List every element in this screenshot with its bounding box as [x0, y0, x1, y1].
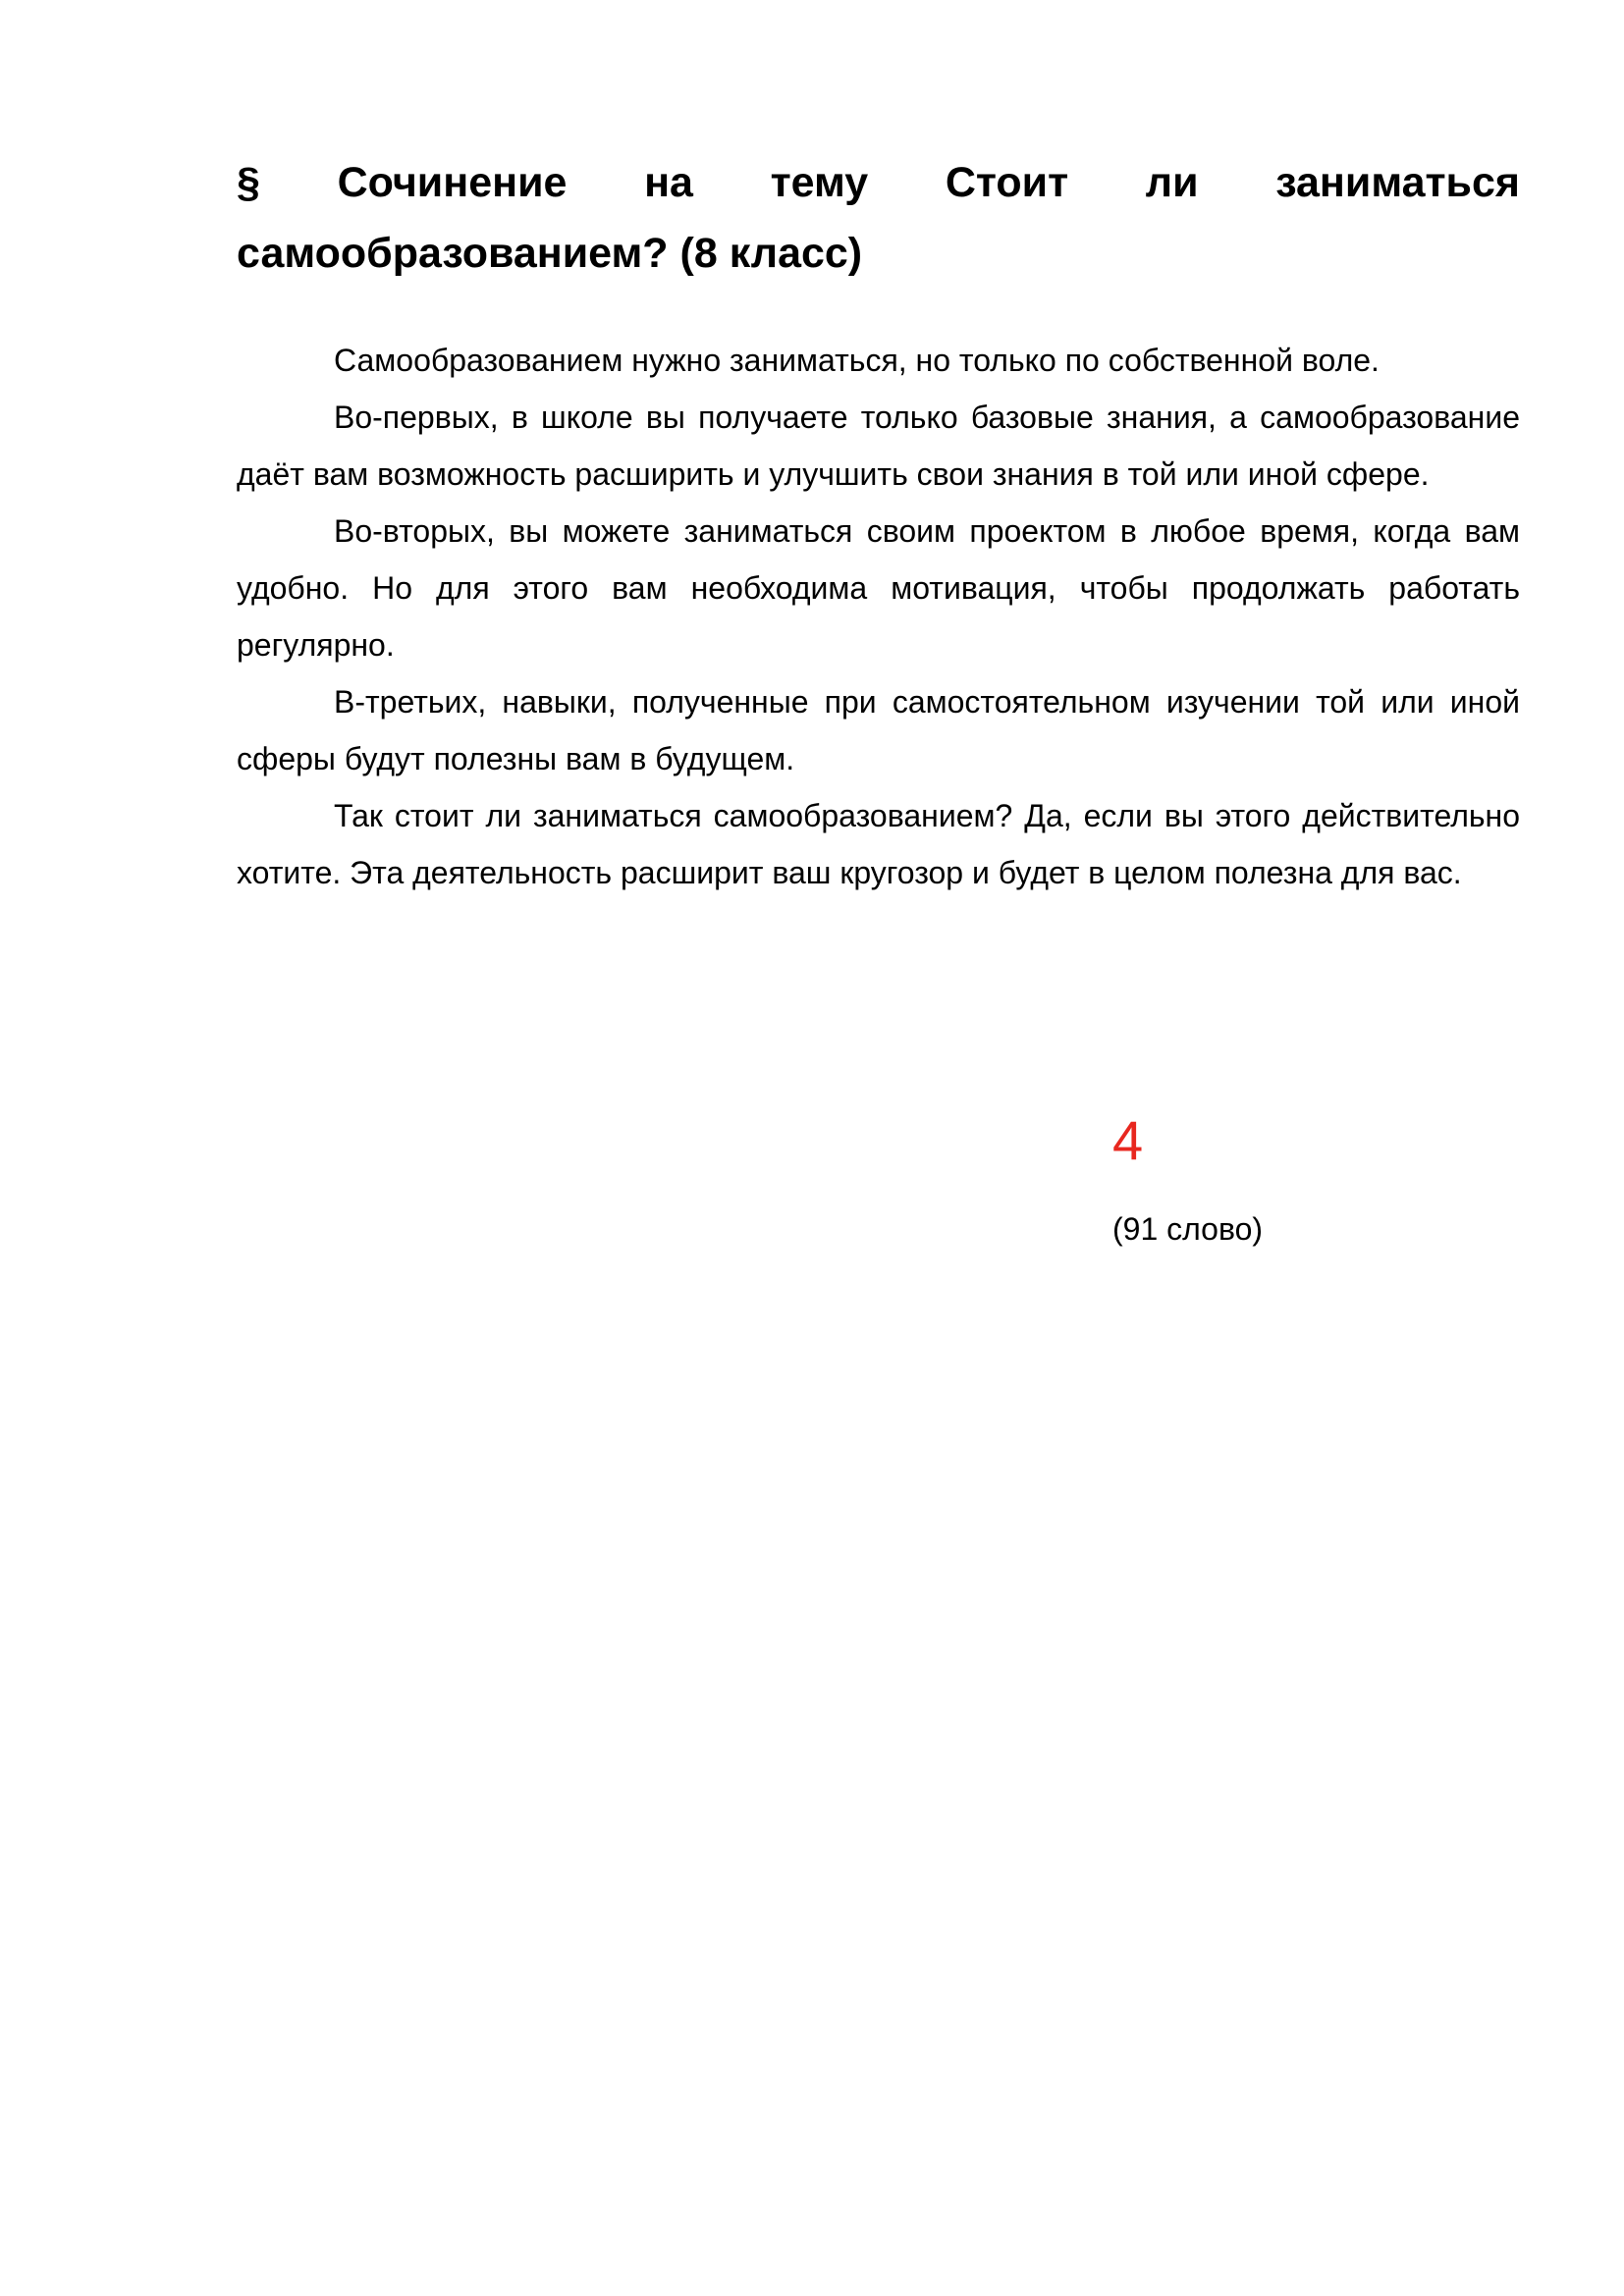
- paragraph-third: В-третьих, навыки, полученные при самостоятельном изучении той или иной сферы будут полезны вам в будущем.: [237, 684, 1520, 776]
- paragraph-intro: Самообразованием нужно заниматься, но только по собственной воле.: [334, 343, 1380, 378]
- paragraph-first: Во-первых, в школе вы получаете только базовые знания, а самообразование даёт вам возможность расширить и улучшить свои знания в той или иной сфере.: [237, 400, 1520, 492]
- paragraph-second: Во-вторых, вы можете заниматься своим проектом в любое время, когда вам удобно. Но для этого вам необходима мотивация, чтобы продолжать работать регулярно.: [237, 513, 1520, 663]
- essay-body: [237, 332, 1520, 901]
- document-content: [237, 147, 1520, 901]
- word-count: (91 слово): [1112, 1211, 1264, 1247]
- document-title: § Сочинение на тему Стоит ли заниматься самообразованием? (8 класс): [237, 159, 1520, 277]
- grade-mark: 4: [1112, 1109, 1144, 1171]
- paragraph-conclusion: Так стоит ли заниматься самообразованием? Да, если вы этого действительно хотите. Эта деятельность расширит ваш кругозор и будет в целом полезна для вас.: [237, 798, 1520, 890]
